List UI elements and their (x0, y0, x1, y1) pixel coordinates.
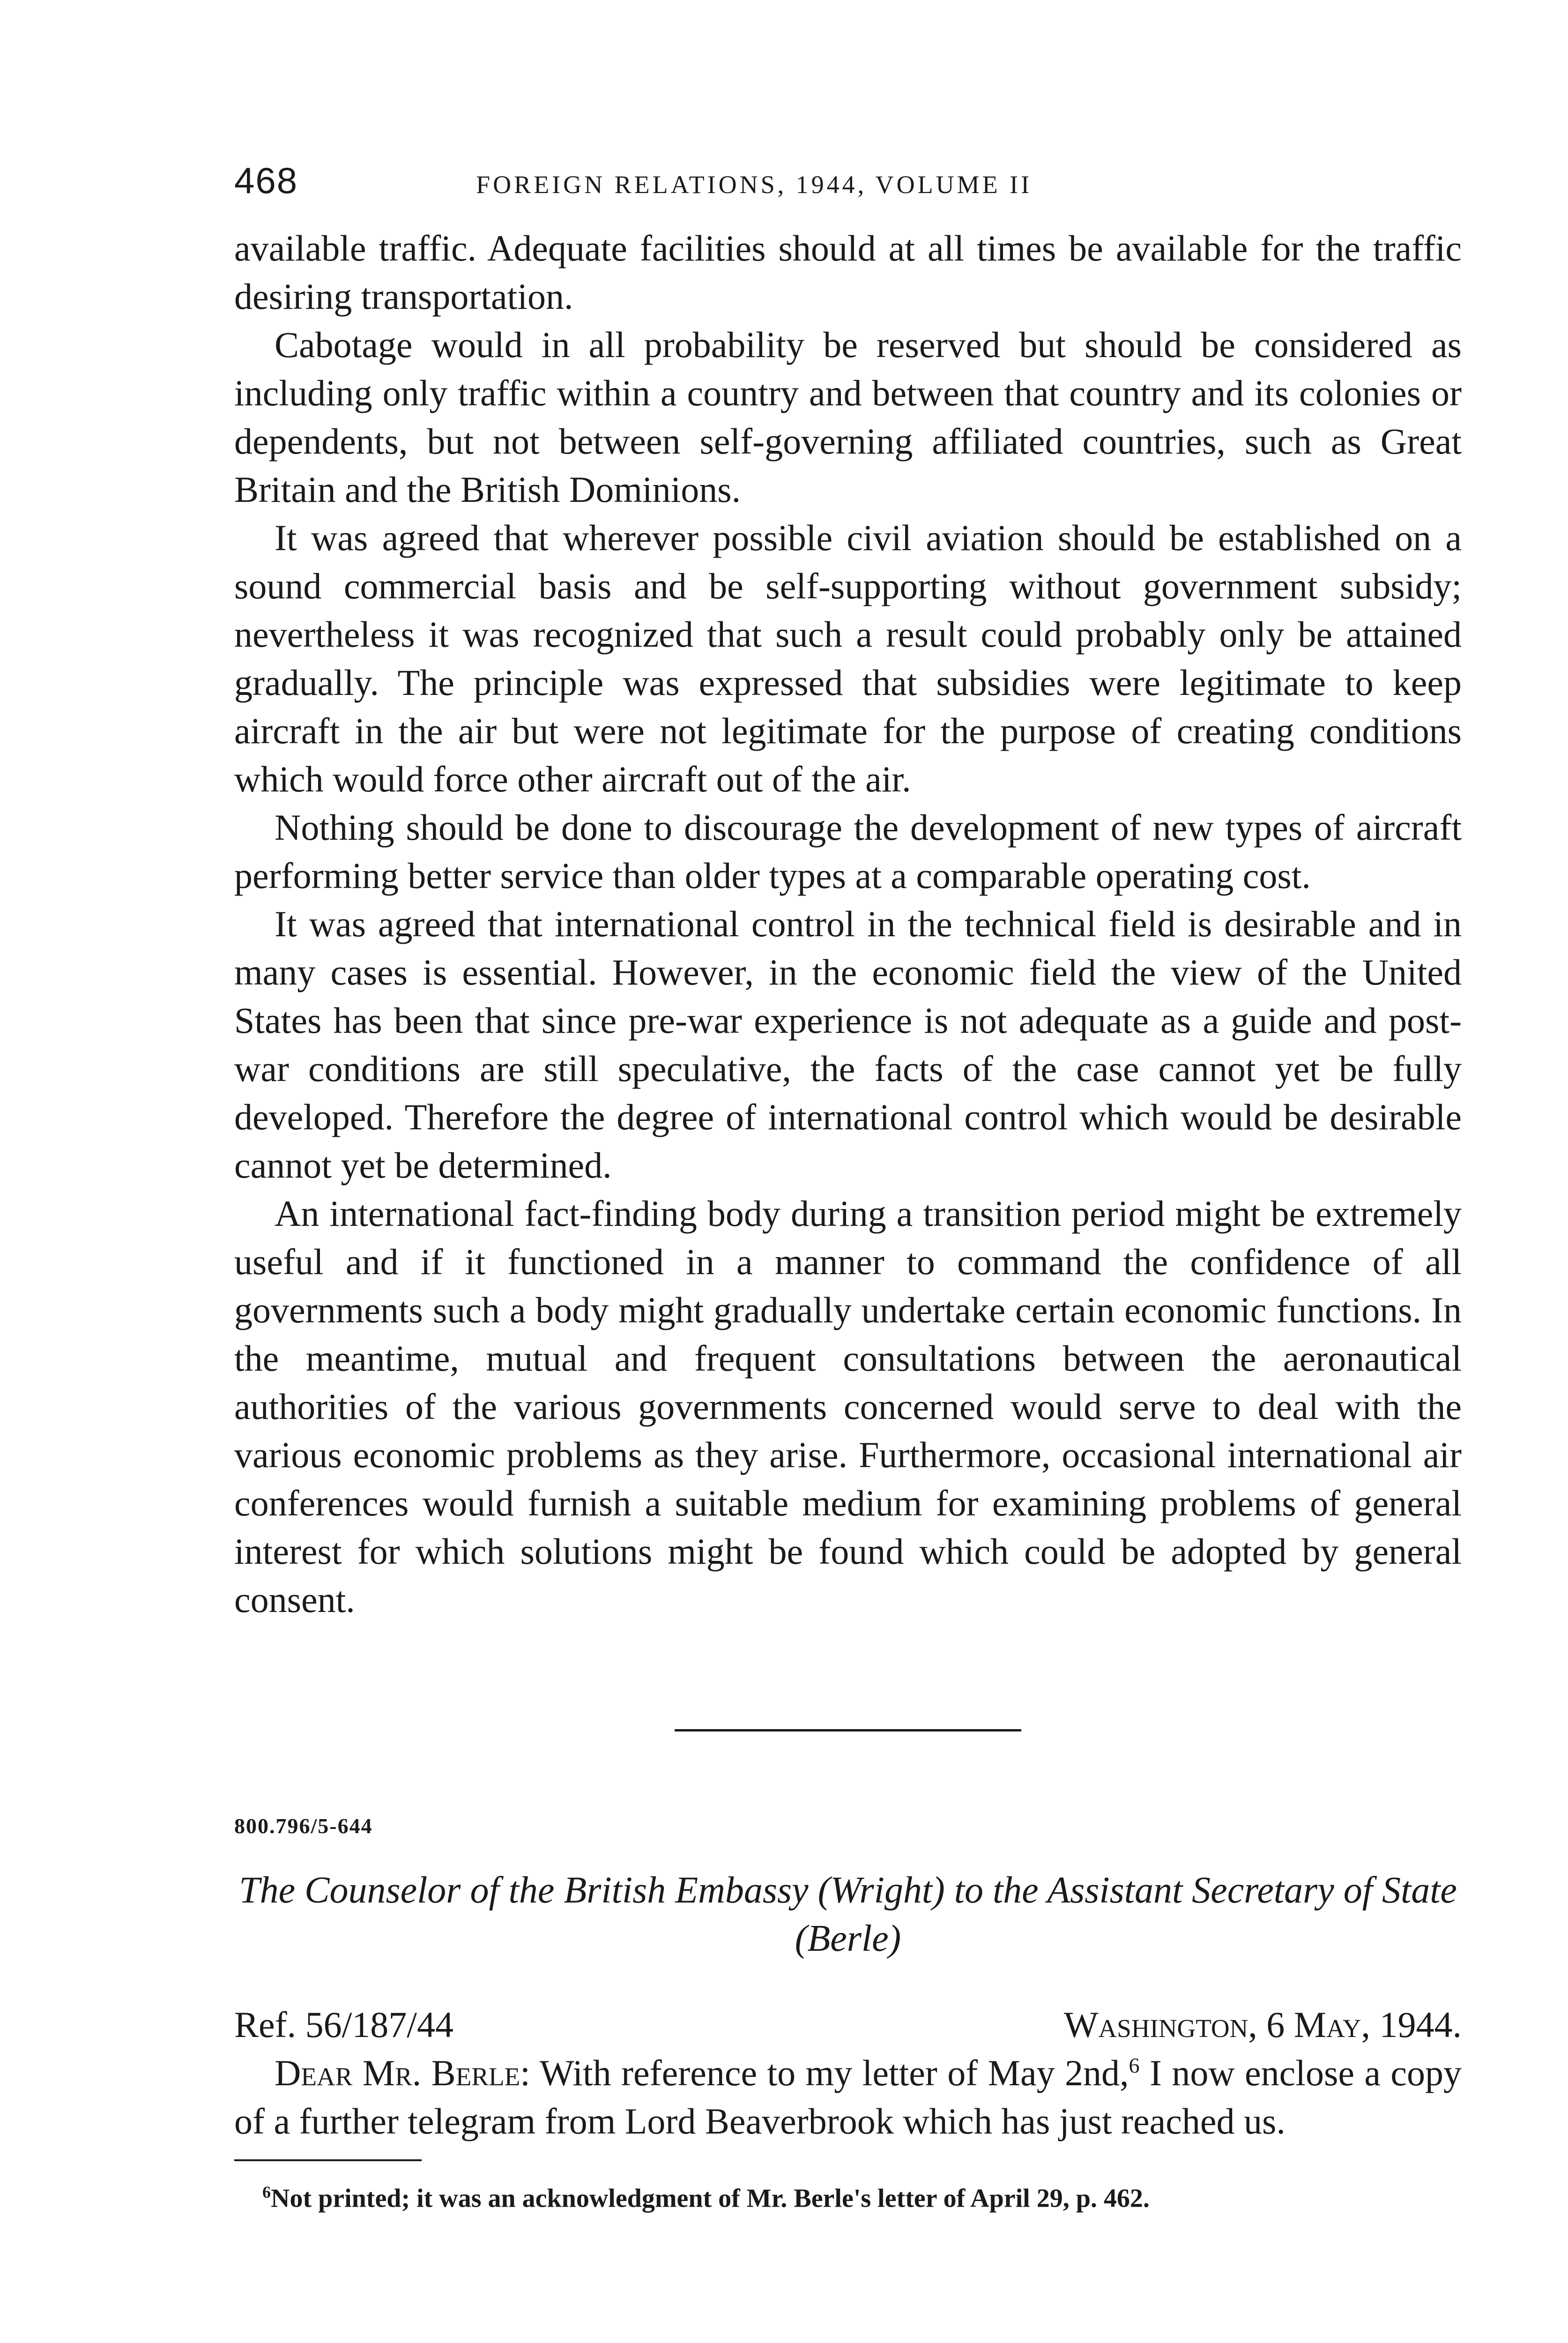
footnote (234, 2175, 1462, 2216)
paragraph: An international fact-finding body during a transition period might be extremely useful and if it functioned in a manner to command the confidence of all governments such a body might gradually undertake certain economic functions. In the meantime, mutual and frequent consultations between the aeronautical authorities of the various governments concerned would serve to deal with the various economic problems as they arise. Furthermore, occasional international air conferences would furnish a suitable medium for examining problems of general interest for which solutions might be found which could be adopted by general consent. (234, 1193, 1462, 1620)
body-text (234, 224, 1462, 1624)
reference-line (234, 2000, 1462, 2049)
paragraph: Cabotage would in all probability be reserved but should be considered as including only traffic within a country and between that country and its colonies or dependents, but not between self-governing affiliated countries, such as Great Britain and the British Dominions. (234, 324, 1462, 510)
file-number: 800.796/5-644 (234, 1814, 373, 1838)
place-date: Washington, 6 May, 1944. (1063, 2004, 1462, 2045)
letter-text-after-note: I now enclose a copy of a further telegram from Lord Beaverbrook which has just reached us. (234, 2052, 1462, 2142)
letter-paragraph (234, 2049, 1462, 2145)
footnote-text: Not printed; it was an acknowledgment of Mr. Berle's letter of April 29, p. 462. (271, 2184, 1150, 2213)
section-divider (675, 1729, 1021, 1731)
page-number: 468 (234, 160, 298, 201)
paragraph: It was agreed that international control in the technical field is desirable and in many cases is essential. However, in the economic field the view of the United States has been that since pre-war experience is not adequate as a guide and post-war conditions are still speculative, the facts of the case cannot yet be fully developed. Therefore the degree of international control which would be desirable cannot yet be determined. (234, 903, 1462, 1186)
letter-body (234, 2049, 1462, 2145)
salutation: Dear Mr. Berle: (275, 2052, 530, 2093)
document-heading: The Counselor of the British Embassy (Wright) to the Assistant Secretary of State (Berle) (239, 1870, 1457, 1959)
paragraph: It was agreed that wherever possible civil aviation should be established on a sound commercial basis and be self-supporting without government subsidy; nevertheless it was recognized that such a result could probably only be attained gradually. The principle was expressed that subsidies were legitimate to keep aircraft in the air but were not legitimate for the purpose of creating conditions which would force other aircraft out of the air. (234, 517, 1462, 799)
footnote-marker: 6 (262, 2183, 271, 2201)
document-page (234, 159, 1462, 2216)
reference-number: Ref. 56/187/44 (234, 2004, 453, 2045)
paragraph: available traffic. Adequate facilities should at all times be available for the traffic desiring transportation. (234, 228, 1462, 317)
paragraph: Nothing should be done to discourage the development of new types of aircraft performing better service than older types at a comparable operating cost. (234, 807, 1462, 896)
running-head (234, 159, 1462, 216)
running-title: FOREIGN RELATIONS, 1944, VOLUME II (476, 171, 1033, 199)
footnote-divider (234, 2159, 422, 2161)
letter-text-before-note: With reference to my letter of May 2nd, (530, 2052, 1129, 2093)
footnote-reference: 6 (1129, 2053, 1140, 2077)
